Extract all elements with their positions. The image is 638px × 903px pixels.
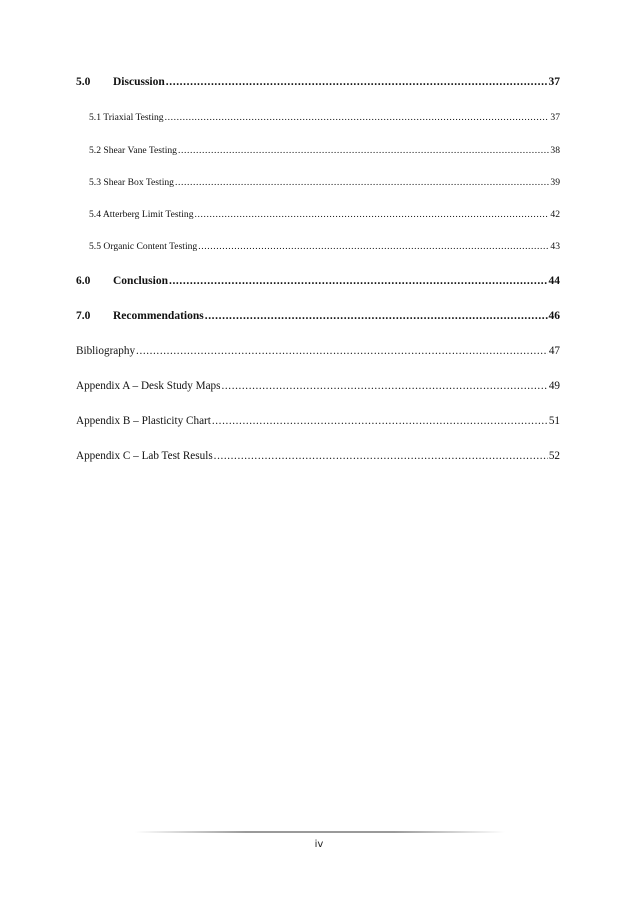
toc-entry-bibliography[interactable]: [76, 345, 560, 357]
dot-leader: [136, 345, 548, 357]
toc-page-number: 37: [548, 76, 560, 88]
toc-entry-title: Bibliography: [76, 345, 136, 357]
toc-entry-appendix-b[interactable]: [76, 415, 560, 427]
toc-page-number: 51: [548, 415, 560, 427]
toc-page-number: 42: [550, 209, 560, 220]
toc-page-number: 39: [550, 177, 560, 188]
dot-leader: [175, 177, 549, 188]
dot-leader: [198, 241, 549, 252]
toc-page-number: 49: [548, 380, 560, 392]
toc-page-number: 43: [550, 241, 560, 252]
dot-leader: [166, 76, 548, 88]
dot-leader: [212, 415, 548, 427]
toc-entry-discussion[interactable]: [76, 76, 560, 88]
toc-entry-conclusion[interactable]: [76, 275, 560, 287]
toc-entry-title: Recommendations: [113, 310, 204, 322]
page-number: iv: [314, 839, 324, 850]
toc-entry-title: 5.2 Shear Vane Testing: [89, 145, 177, 156]
toc-entry-atterberg-limit-testing[interactable]: [89, 209, 560, 220]
toc-page-number: 46: [548, 310, 560, 322]
toc-entry-title: Appendix B – Plasticity Chart: [76, 415, 211, 427]
toc-entry-title: Conclusion: [113, 275, 168, 287]
toc-entry-title: Appendix C – Lab Test Resuls: [76, 450, 213, 462]
toc-page-number: 52: [548, 450, 560, 462]
dot-leader: [205, 310, 548, 322]
toc-entry-appendix-c[interactable]: [76, 450, 560, 462]
dot-leader: [169, 275, 548, 287]
toc-entry-shear-box-testing[interactable]: [89, 177, 560, 188]
toc-section-number: 7.0: [76, 310, 91, 322]
dot-leader: [178, 145, 549, 156]
toc-page-number: 44: [548, 275, 560, 287]
toc-entry-shear-vane-testing[interactable]: [89, 145, 560, 156]
toc-entry-triaxial-testing[interactable]: [89, 112, 560, 123]
dot-leader: [222, 380, 548, 392]
toc-entry-title: Appendix A – Desk Study Maps: [76, 380, 221, 392]
toc-page-number: 47: [548, 345, 560, 357]
toc-section-number: 6.0: [76, 275, 91, 287]
toc-entry-organic-content-testing[interactable]: [89, 241, 560, 252]
toc-page-number: 37: [550, 112, 560, 123]
toc-entry-recommendations[interactable]: [76, 310, 560, 322]
toc-entry-appendix-a[interactable]: [76, 380, 560, 392]
toc-entry-title: 5.5 Organic Content Testing: [89, 241, 198, 252]
dot-leader: [165, 112, 550, 123]
toc-entry-title: Discussion: [113, 76, 165, 88]
toc-entry-title: 5.4 Atterberg Limit Testing: [89, 209, 194, 220]
dot-leader: [195, 209, 550, 220]
dot-leader: [214, 450, 548, 462]
toc-entry-title: 5.1 Triaxial Testing: [89, 112, 164, 123]
toc-entry-title: 5.3 Shear Box Testing: [89, 177, 174, 188]
footer-divider: [135, 831, 505, 833]
toc-page-number: 38: [550, 145, 560, 156]
toc-section-number: 5.0: [76, 76, 91, 88]
